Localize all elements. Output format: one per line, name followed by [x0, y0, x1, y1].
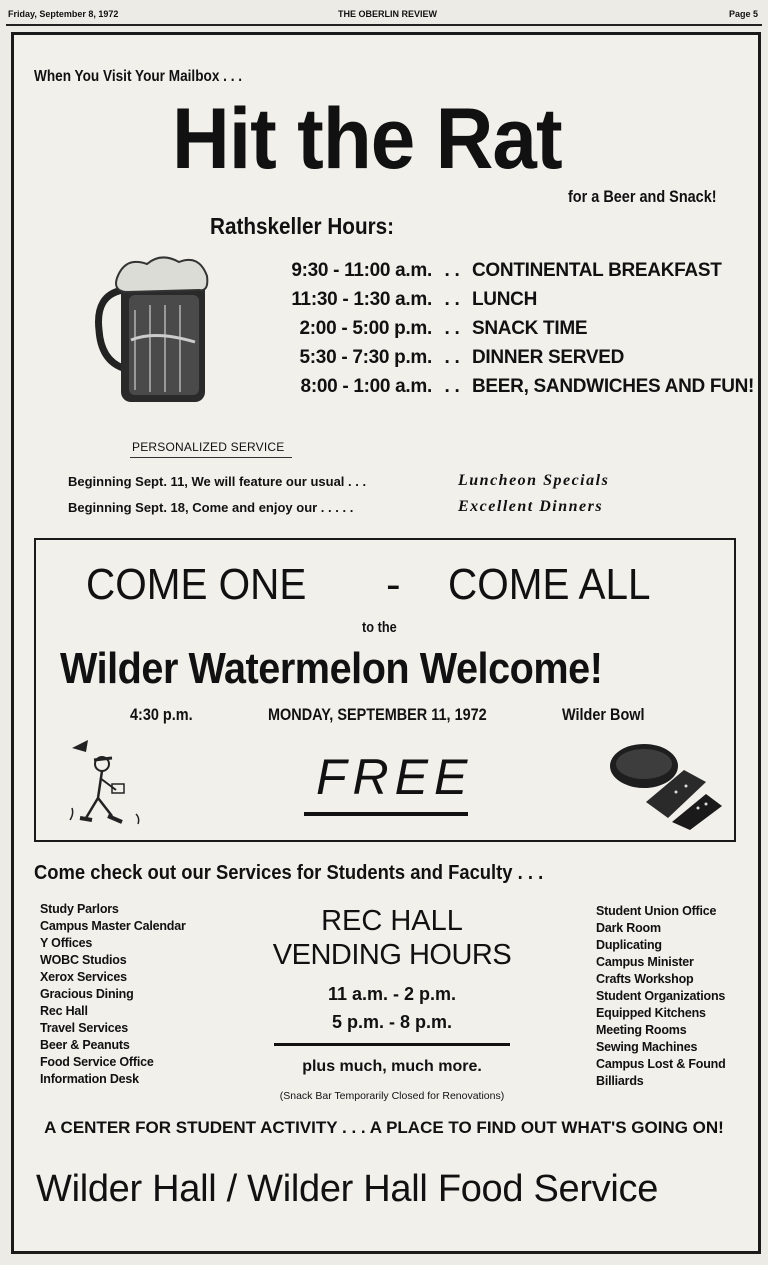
list-item: Billiards: [596, 1074, 644, 1088]
list-item: Campus Master Calendar: [40, 919, 186, 933]
masthead-rule: [6, 24, 762, 26]
hours-row: 5:30 - 7:30 p.m. . . DINNER SERVED: [299, 347, 625, 368]
event-place: Wilder Bowl: [562, 705, 645, 724]
list-item: Food Service Office: [40, 1055, 154, 1069]
come-one-text: COME ONE: [86, 560, 307, 609]
to-the-text: to the: [362, 619, 397, 636]
list-item: Crafts Workshop: [596, 972, 694, 986]
come-all-text: COME ALL: [448, 560, 651, 609]
vending-hours-title: VENDING HOURS: [272, 939, 512, 971]
list-item: Sewing Machines: [596, 1040, 698, 1054]
walking-man-icon: [66, 738, 156, 828]
special-item: Luncheon Specials: [458, 472, 610, 489]
services-right-list: [596, 903, 746, 1090]
list-item: Campus Minister: [596, 955, 694, 969]
masthead-page-number: Page 5: [728, 9, 758, 19]
list-item: Equipped Kitchens: [596, 1006, 706, 1020]
list-item: Information Desk: [40, 1072, 139, 1086]
list-item: Student Organizations: [596, 989, 726, 1003]
list-item: Dark Room: [596, 921, 661, 935]
footer-title: Wilder Hall / Wilder Hall Food Service: [36, 1168, 659, 1210]
divider: [130, 457, 292, 458]
special-lead: Beginning Sept. 11, We will feature our usual . . .: [68, 474, 367, 489]
list-item: Gracious Dining: [40, 987, 134, 1001]
personalized-service-label: PERSONALIZED SERVICE: [132, 440, 285, 454]
slogan: A CENTER FOR STUDENT ACTIVITY . . . A PLACE TO FIND OUT WHAT'S GOING ON!: [44, 1118, 724, 1137]
hours-row: 11:30 - 1:30 a.m. . . LUNCH: [291, 289, 537, 310]
beer-mug-icon: [95, 250, 210, 410]
masthead-paper-name: THE OBERLIN REVIEW: [338, 9, 438, 19]
list-item: Xerox Services: [40, 970, 127, 984]
special-item: Excellent Dinners: [458, 498, 604, 515]
list-item: Meeting Rooms: [596, 1023, 687, 1037]
special-lead: Beginning Sept. 18, Come and enjoy our . . . . .: [68, 500, 354, 515]
welcome-title: Wilder Watermelon Welcome!: [60, 644, 603, 693]
rec-hall-title: REC HALL: [321, 905, 463, 937]
headline: Hit the Rat: [172, 91, 562, 187]
divider: [274, 1043, 510, 1046]
list-item: Study Parlors: [40, 902, 119, 916]
list-item: Rec Hall: [40, 1004, 88, 1018]
free-text: FREE: [316, 749, 474, 805]
list-item: Duplicating: [596, 938, 662, 952]
list-item: Travel Services: [40, 1021, 129, 1035]
plus-more-text: plus much, much more.: [302, 1058, 482, 1075]
list-item: Y Offices: [40, 936, 93, 950]
vending-hours-2: 5 p.m. - 8 p.m.: [331, 1012, 453, 1032]
services-title: Come check out our Services for Students and Faculty . . .: [34, 862, 544, 884]
event-time: 4:30 p.m.: [130, 705, 193, 724]
dash-text: -: [386, 560, 401, 609]
services-left-list: [40, 901, 240, 1088]
watermelon-icon: [606, 738, 726, 833]
vending-hours-1: 11 a.m. - 2 p.m.: [327, 984, 457, 1004]
list-item: WOBC Studios: [40, 953, 127, 967]
list-item: Campus Lost & Found: [596, 1057, 726, 1071]
masthead-date: Friday, September 8, 1972: [8, 9, 119, 19]
intro-text: When You Visit Your Mailbox . . .: [34, 68, 243, 85]
hours-row: 2:00 - 5:00 p.m. . . SNACK TIME: [299, 318, 588, 339]
event-date: MONDAY, SEPTEMBER 11, 1972: [268, 705, 487, 724]
list-item: Beer & Peanuts: [40, 1038, 130, 1052]
tagline: for a Beer and Snack!: [568, 187, 717, 206]
free-underline: [304, 812, 468, 816]
hours-row: 8:00 - 1:00 a.m. . . BEER, SANDWICHES AND FUN!: [300, 376, 755, 397]
hours-row: 9:30 - 11:00 a.m. . . CONTINENTAL BREAKFAST: [291, 260, 722, 281]
hours-title: Rathskeller Hours:: [210, 213, 395, 239]
list-item: Student Union Office: [596, 904, 717, 918]
snack-bar-note: (Snack Bar Temporarily Closed for Renovations): [279, 1090, 505, 1102]
